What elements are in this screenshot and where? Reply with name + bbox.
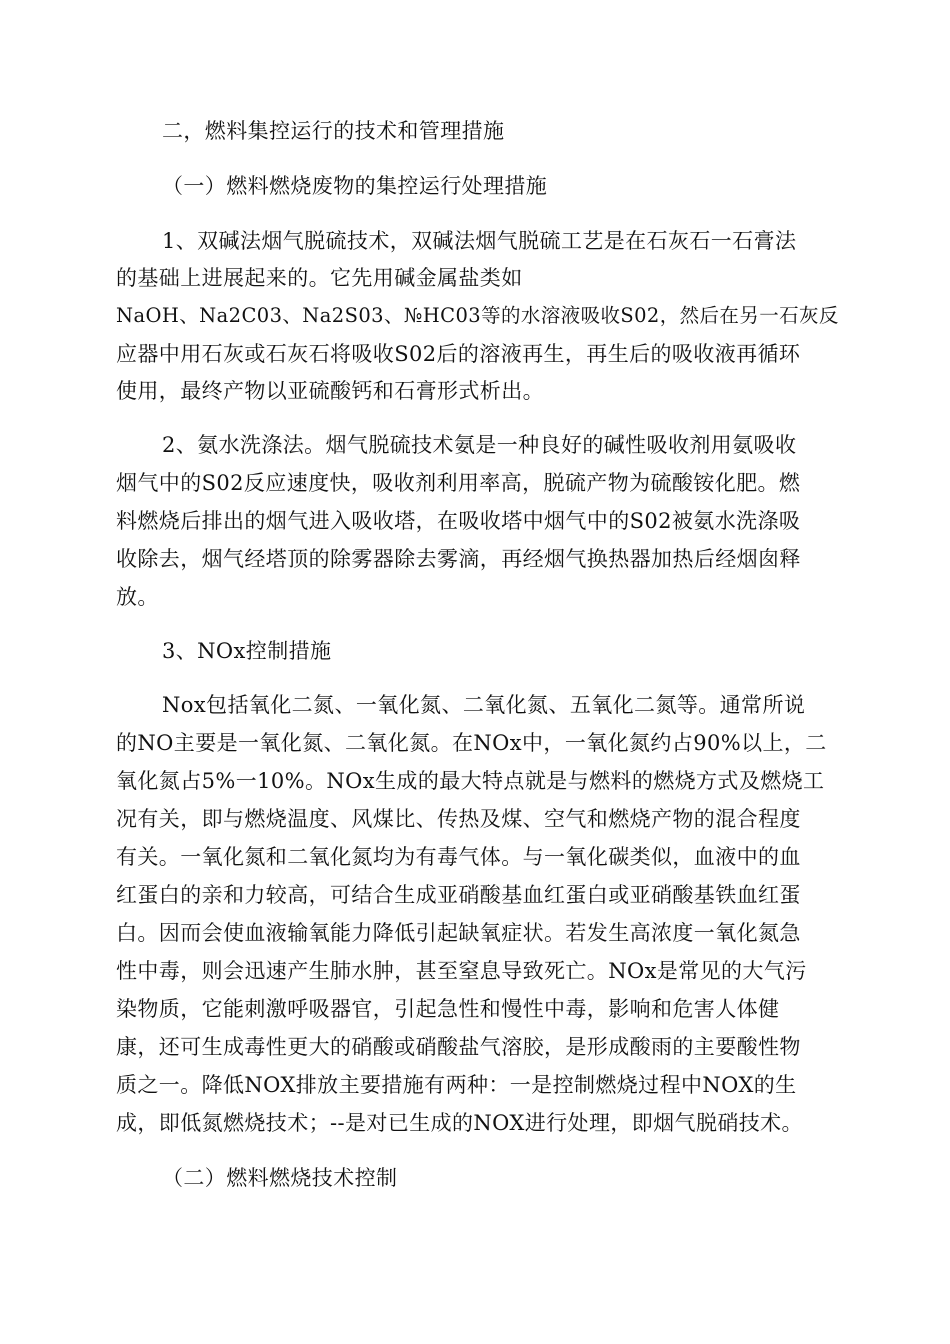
subsection-heading-1: （一）燃料燃烧废物的集控运行处理措施 [162,174,548,198]
para1-line-3: NaOH、Na2C03、Na2S03、№HC03等的水溶液吸收S02，然后在另一石灰反 [116,304,839,327]
para1-line-2: 的基础上进展起来的。它先用碱金属盐类如 [116,266,523,290]
para3-line-5: 有关。一氧化氮和二氧化氮均为有毒气体。与一氧化碳类似，血液中的血 [116,845,801,869]
subsection-heading-2: （二）燃料燃烧技术控制 [162,1166,398,1190]
para3-line-11: 质之一。降低NOX排放主要措施有两种：一是控制燃烧过程中NOX的生 [116,1073,797,1097]
section-heading-main: 二，燃料集控运行的技术和管理措施 [162,119,505,143]
nox-heading: 3、NOx控制措施 [162,639,332,663]
para1-line-4: 应器中用石灰或石灰石将吸收S02后的溶液再生，再生后的吸收液再循环 [116,342,801,366]
para2-line-4: 收除去，烟气经塔顶的除雾器除去雾滴，再经烟气换热器加热后经烟囱释 [116,547,801,571]
para3-line-9: 染物质，它能刺激呼吸器官，引起急性和慢性中毒，影响和危害人体健 [116,997,780,1021]
para2-line-1: 2、氨水洗涤法。烟气脱硫技术氨是一种良好的碱性吸收剂用氨吸收 [162,433,797,457]
para3-line-12: 成，即低氮燃烧技术；--是对已生成的NOX进行处理，即烟气脱硝技术。 [116,1111,803,1135]
para3-line-1: Nox包括氧化二氮、一氧化氮、二氧化氮、五氧化二氮等。通常所说 [162,693,806,717]
para3-line-6: 红蛋白的亲和力较高，可结合生成亚硝酸基血红蛋白或亚硝酸基铁血红蛋 [116,883,801,907]
para1-line-1: 1、双碱法烟气脱硫技术，双碱法烟气脱硫工艺是在石灰石一石膏法 [162,229,797,253]
para3-line-2: 的NO主要是一氧化氮、二氧化氮。在NOx中，一氧化氮约占90%以上，二 [116,731,827,755]
para2-line-3: 料燃烧后排出的烟气进入吸收塔，在吸收塔中烟气中的S02被氨水洗涤吸 [116,509,801,533]
para1-line-5: 使用，最终产物以亚硫酸钙和石膏形式析出。 [116,379,544,403]
para3-line-8: 性中毒，则会迅速产生肺水肿，甚至窒息导致死亡。NOx是常见的大气污 [116,959,807,983]
para3-line-10: 康，还可生成毒性更大的硝酸或硝酸盐气溶胶，是形成酸雨的主要酸性物 [116,1035,801,1059]
para2-line-2: 烟气中的S02反应速度快，吸收剂利用率高，脱硫产物为硫酸铵化肥。燃 [116,471,801,495]
para3-line-7: 白。因而会使血液输氧能力降低引起缺氧症状。若发生高浓度一氧化氮急 [116,921,801,945]
para3-line-4: 况有关，即与燃烧温度、风煤比、传热及煤、空气和燃烧产物的混合程度 [116,807,801,831]
para3-line-3: 氧化氮占5%一10%。NOx生成的最大特点就是与燃料的燃烧方式及燃烧工 [116,769,825,793]
para2-line-5: 放。 [116,585,159,609]
